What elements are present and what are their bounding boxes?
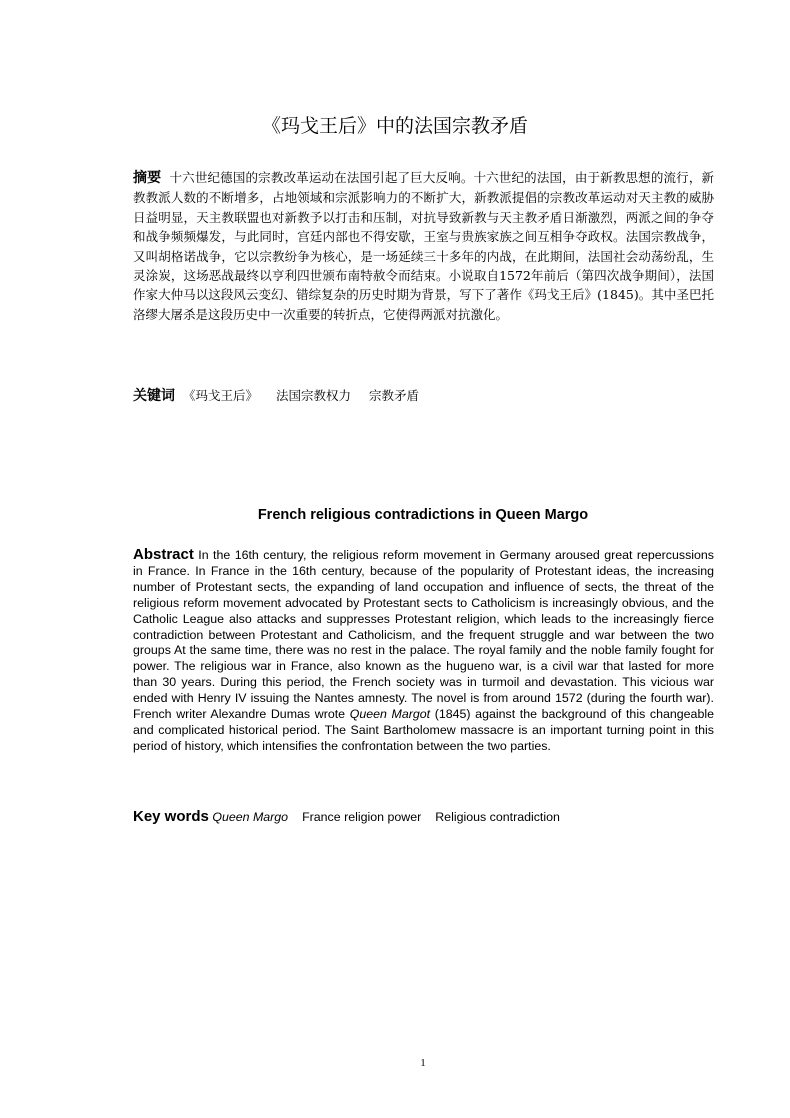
english-keywords [133,807,733,827]
english-keywords-label: Key words [133,808,209,825]
english-keyword: Queen Margo [212,810,289,824]
chinese-keyword: 宗教矛盾 [369,388,420,403]
chinese-abstract [133,168,714,324]
chinese-keywords [133,387,714,405]
page-number: 1 [420,1057,426,1069]
english-abstract-text-part1: In the 16th century, the religious reform movement in Germany aroused great repercussions in France. In France in the 16th century, because of the popularity of Protestant ideas, the increasing number of Protestant sects, the expanding of land occupation and influence of sects, the threat of the religious reform movement advocated by Protestant sects to Catholicism is increasingly obvious, and the Catholic League also attacks and suppresses Protestant religion, which leads to the increasingly fierce contradiction between Protestant and Catholicism, and the frequent struggle and war between the two groups At the same time, there was no rest in the palace. The royal family and the noble family fought for power. The religious war in France, also known as the hugueno war, is a civil war that lasted for more than 30 years. During this period, the French society was in turmoil and devastation. This vicious war ended with Henry IV issuing the Nantes amnesty. The novel is from around 1572 (during the fourth war). French writer Alexandre Dumas wrote [133,548,714,722]
english-abstract [133,547,714,755]
chinese-abstract-text: 十六世纪德国的宗教改革运动在法国引起了巨大反响。十六世纪的法国，由于新教思想的流行，新教教派人数的不断增多，占地领域和宗派影响力的不断扩大，新教派提倡的宗教改革运动对天主教的威胁日益明显，天主教联盟也对新教予以打击和压制，对抗导致新教与天主教矛盾日渐激烈，两派之间的争夺和战争频频爆发，与此同时，宫廷内部也不得安歇，王室与贵族家族之间互相争夺政权。法国宗教战争，又叫胡格诺战争，它以宗教纷争为核心，是一场延续三十多年的内战，在此期间，法国社会动荡纷乱，生灵涂炭，这场恶战最终以亨利四世颁布南特赦令而结束。小说取自1572年前后（第四次战争期间），法国作家大仲马以这段风云变幻、错综复杂的历史时期为背景，写下了著作《玛戈王后》(1845)。其中圣巴托洛缪大屠杀是这段历史中一次重要的转折点，它使得两派对抗激化。 [133,170,714,322]
chinese-title: 《玛戈王后》中的法国宗教矛盾 [261,115,528,137]
chinese-abstract-label: 摘要 [133,170,162,186]
english-keyword: Religious contradiction [435,810,560,824]
chinese-keyword: 法国宗教权力 [276,388,352,403]
english-keyword: France religion power [302,810,422,824]
chinese-keyword: 《玛戈王后》 [182,388,258,403]
english-abstract-label: Abstract [133,546,194,563]
english-title: French religious contradictions in Queen Margo [257,507,589,523]
chinese-keywords-label: 关键词 [133,388,175,404]
english-abstract-text-part2: (1845) against the background of this changeable and complicated historical period. The Saint Bartholomew massacre is an important turning point in this period of history, which intensifies the confrontation between the two parties. [133,707,714,753]
english-abstract-book-title: Queen Margot [349,707,431,722]
